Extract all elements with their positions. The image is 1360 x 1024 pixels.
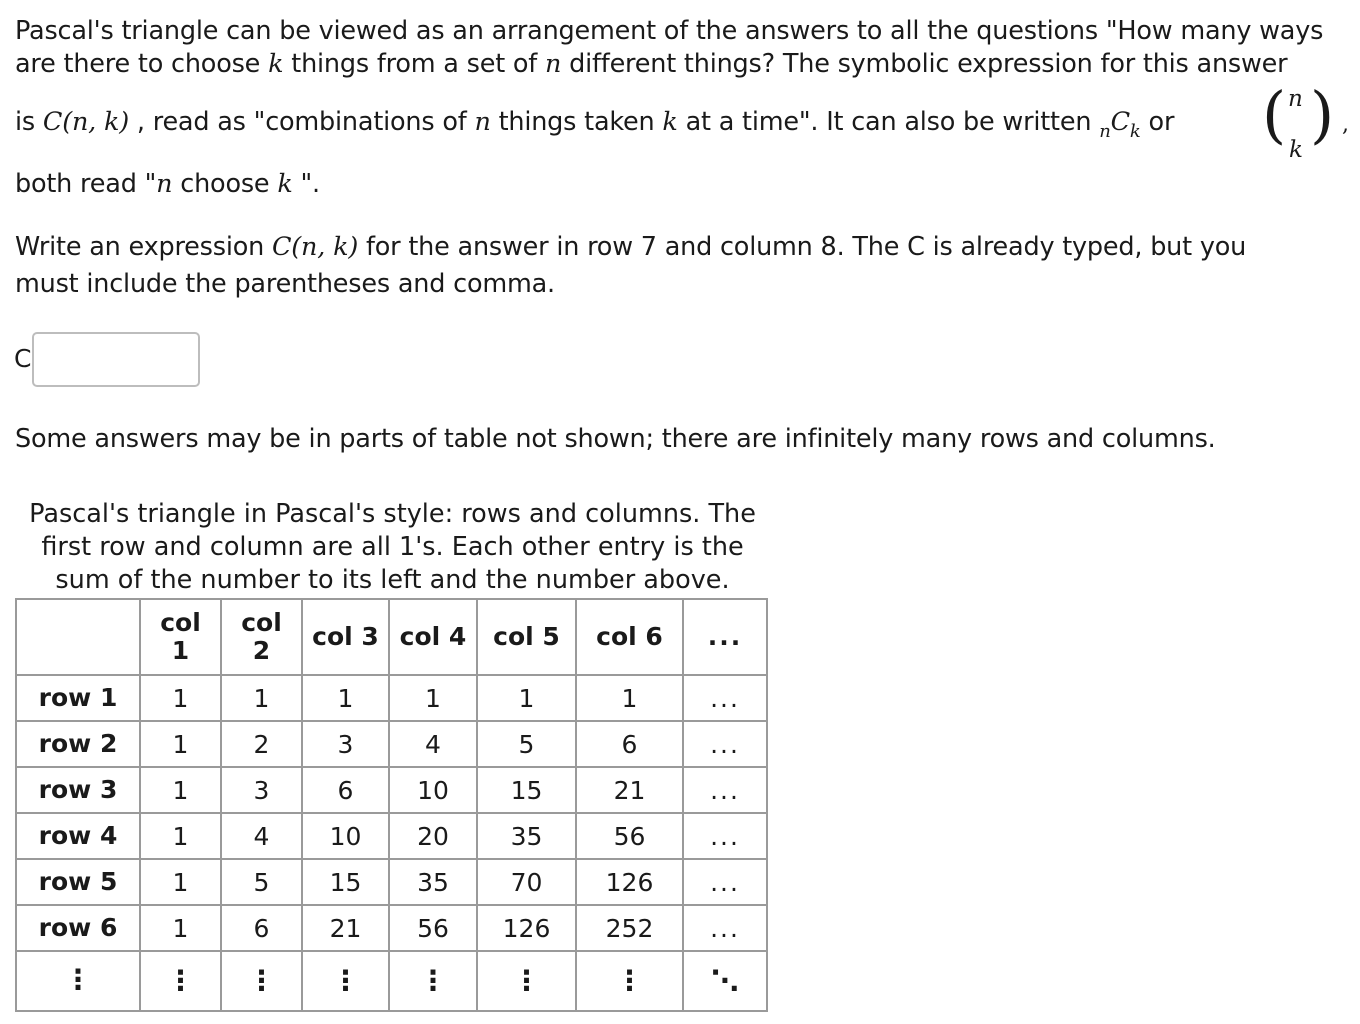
table-cell: ... [683, 905, 767, 951]
table-cell: 1 [140, 905, 221, 951]
text-span: must include the parentheses and comma. [15, 269, 555, 299]
ddots-cell [683, 951, 767, 1011]
vdots-cell [389, 951, 477, 1011]
row-header: row 2 [16, 721, 140, 767]
table-cell: ... [683, 813, 767, 859]
table-cell: 126 [576, 859, 683, 905]
binom-left-paren: ( [1262, 78, 1287, 151]
col-header: col 5 [477, 599, 576, 675]
table-cell: 1 [140, 675, 221, 721]
text-span: at a time". It can also be written [677, 107, 1100, 137]
question-line-1 [15, 231, 1246, 264]
table-row [16, 905, 767, 951]
row-header: row 3 [16, 767, 140, 813]
table-cell: 252 [576, 905, 683, 951]
intro-text: Pascal's triangle can be viewed as an arrangement of the answers to all the questions "How many ways [15, 16, 1324, 46]
table-cell: 6 [302, 767, 389, 813]
table-cell: 70 [477, 859, 576, 905]
table-cell: 126 [477, 905, 576, 951]
vdots-glyph: ⋮ [247, 963, 276, 997]
math-n: n [156, 169, 173, 199]
table-cell: 5 [221, 859, 302, 905]
table-cell: 10 [389, 767, 477, 813]
row-header: row 4 [16, 813, 140, 859]
table-cell: 6 [576, 721, 683, 767]
table-cell: 10 [302, 813, 389, 859]
vdots-cell [576, 951, 683, 1011]
vdots-glyph: ⋮ [331, 963, 360, 997]
table-row [16, 721, 767, 767]
table-cell: 15 [477, 767, 576, 813]
answer-input[interactable] [32, 332, 200, 387]
text-span: for the answer in row 7 and column 8. The C is already typed, but you [358, 232, 1247, 262]
table-cell: 15 [302, 859, 389, 905]
text-span: things taken [490, 107, 663, 137]
math-n-subscript: n [1099, 121, 1111, 142]
table-cell: 1 [389, 675, 477, 721]
vdots-cell [221, 951, 302, 1011]
intro-line-2 [15, 48, 1287, 81]
table-cell: 1 [221, 675, 302, 721]
table-cell: 4 [389, 721, 477, 767]
question-line-2 [15, 268, 555, 301]
text-span: things from a set of [283, 49, 545, 79]
table-cell: 1 [140, 859, 221, 905]
table-row-ellipsis [16, 951, 767, 1011]
table-cell: ... [683, 675, 767, 721]
col-header [140, 599, 221, 675]
table-row [16, 813, 767, 859]
table-cell: ... [683, 767, 767, 813]
table-cell: 35 [477, 813, 576, 859]
table-cell: 3 [221, 767, 302, 813]
text-span: is [15, 107, 43, 137]
table-cell: 1 [140, 721, 221, 767]
intro-line-4 [15, 168, 320, 201]
vdots-cell [140, 951, 221, 1011]
vdots-glyph: ⋮ [166, 963, 195, 997]
math-cnk: C(n, k) [271, 232, 359, 262]
table-cell: 4 [221, 813, 302, 859]
row-header: row 1 [16, 675, 140, 721]
col-header: col 4 [389, 599, 477, 675]
col-header: col 6 [576, 599, 683, 675]
corner-cell [16, 599, 140, 675]
table-cell: 56 [389, 905, 477, 951]
math-k: k [268, 49, 284, 79]
answer-prefix: C [14, 344, 32, 373]
text-span: choose [172, 169, 278, 199]
table-cell: 56 [576, 813, 683, 859]
table-row [16, 675, 767, 721]
math-k: k [277, 169, 293, 199]
text-span: both read " [15, 169, 157, 199]
table-cell: 21 [302, 905, 389, 951]
table-cell: 1 [302, 675, 389, 721]
table-cell: 1 [576, 675, 683, 721]
header-label: col 1 [160, 608, 201, 665]
pascal-table [15, 598, 768, 1012]
table-cell: 3 [302, 721, 389, 767]
text-span: Write an expression [15, 232, 272, 262]
vdots-cell [16, 951, 140, 1011]
math-n: n [545, 49, 562, 79]
table-cell: 2 [221, 721, 302, 767]
table-cell: 6 [221, 905, 302, 951]
math-cnk: C(n, k) [42, 107, 129, 137]
text-span: different things? The symbolic expression for this answer [561, 49, 1288, 79]
vdots-cell [302, 951, 389, 1011]
ddots-glyph: ⋱ [711, 963, 739, 997]
col-header: col 3 [302, 599, 389, 675]
vdots-glyph: ⋮ [64, 963, 92, 996]
text-span: , read as "combinations of [129, 107, 475, 137]
text-span: ". [292, 169, 320, 199]
binom-right-paren: ) [1310, 78, 1335, 151]
table-cell: 1 [477, 675, 576, 721]
text-span: or [1140, 107, 1175, 137]
intro-line-3 [15, 106, 1174, 141]
row-header: row 6 [16, 905, 140, 951]
binom-trailing-comma: , [1342, 112, 1349, 137]
math-k: k [662, 107, 678, 137]
text-span: are there to choose [15, 49, 269, 79]
intro-line-1 [15, 15, 1323, 48]
caption-line: Pascal's triangle in Pascal's style: rows and columns. The [29, 499, 756, 529]
binom-bottom: k [1289, 137, 1303, 163]
note-text: Some answers may be in parts of table not shown; there are infinitely many rows and columns. [15, 424, 1216, 454]
vdots-glyph: ⋮ [419, 963, 447, 997]
col-header [221, 599, 302, 675]
col-header: ... [683, 599, 767, 675]
math-C: C [1110, 107, 1130, 137]
vdots-cell [477, 951, 576, 1011]
table-cell: ... [683, 859, 767, 905]
binom-top: n [1288, 86, 1303, 112]
table-caption [15, 498, 770, 597]
table-cell: ... [683, 721, 767, 767]
table-cell: 20 [389, 813, 477, 859]
row-header: row 5 [16, 859, 140, 905]
header-label: col 2 [241, 608, 282, 665]
table-row [16, 859, 767, 905]
math-n: n [474, 107, 491, 137]
header-row [16, 599, 767, 675]
vdots-glyph: ⋮ [615, 963, 644, 997]
caption-line: first row and column are all 1's. Each other entry is the [41, 532, 744, 562]
vdots-glyph: ⋮ [512, 963, 541, 997]
table-row [16, 767, 767, 813]
table-cell: 35 [389, 859, 477, 905]
table-cell: 21 [576, 767, 683, 813]
table-cell: 1 [140, 813, 221, 859]
table-cell: 5 [477, 721, 576, 767]
caption-line: sum of the number to its left and the number above. [55, 565, 730, 595]
math-k-subscript: k [1129, 121, 1141, 142]
table-cell: 1 [140, 767, 221, 813]
